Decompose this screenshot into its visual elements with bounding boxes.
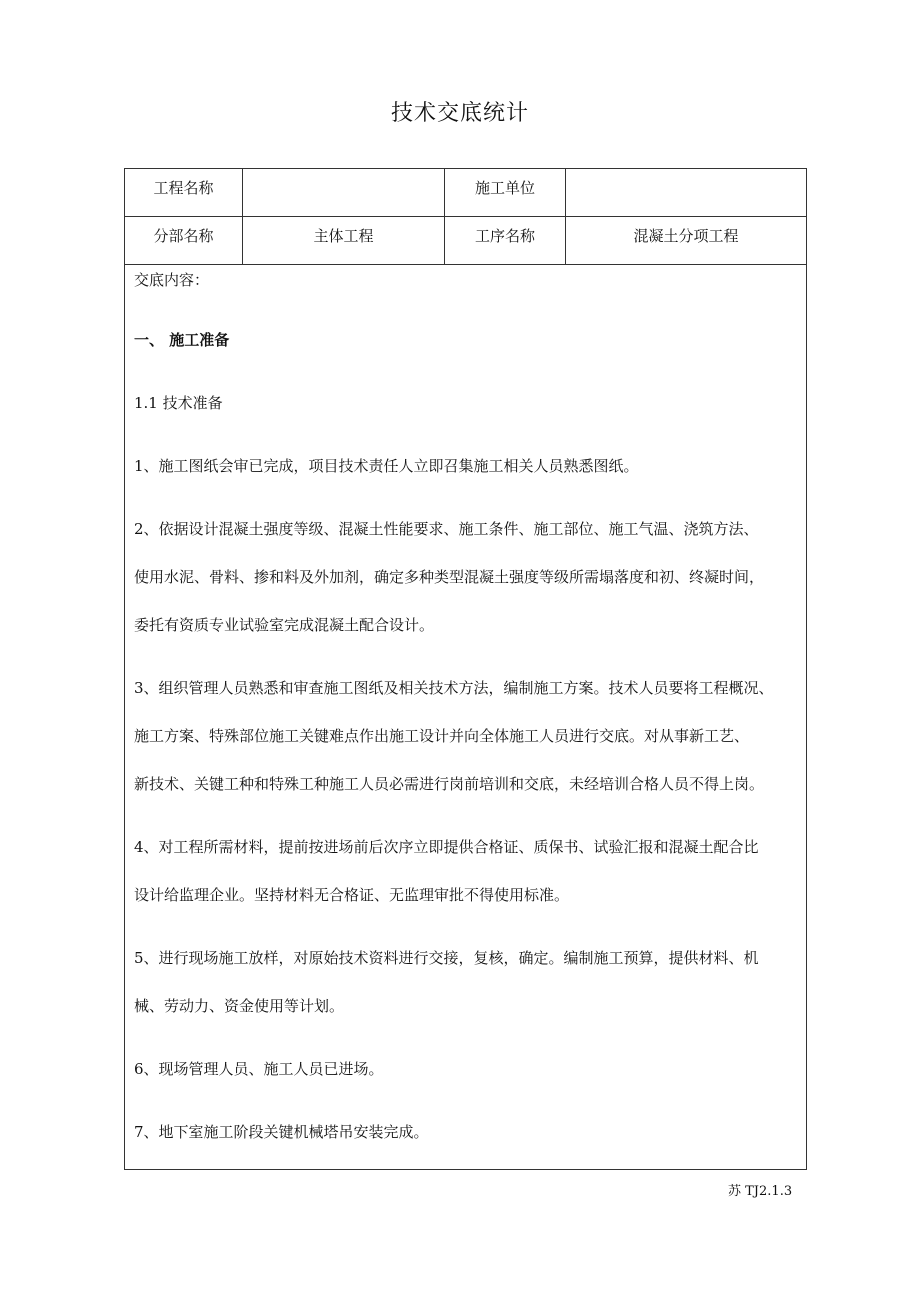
paragraph-3: [134, 673, 800, 800]
project-name-label: 工程名称: [125, 169, 243, 216]
header-row-2: [125, 217, 806, 265]
paragraph-1: [134, 451, 800, 482]
paragraph-5: [134, 943, 800, 1022]
paragraph-4: [134, 832, 800, 911]
header-row-1: [125, 169, 806, 217]
paragraph-line: 7、地下室施工阶段关键机械塔吊安装完成。: [134, 1123, 429, 1141]
disclosure-form: [124, 168, 807, 1170]
paragraph-line: 委托有资质专业试验室完成混凝土配合设计。: [134, 616, 435, 634]
form-code: 苏 TJ2.1.3: [728, 1184, 793, 1199]
section-heading: 一、 施工准备: [134, 331, 230, 349]
page-title: 技术交底统计: [390, 101, 529, 126]
paragraph-7: [134, 1117, 800, 1148]
paragraph-6: [134, 1054, 800, 1085]
content-label: 交底内容：: [134, 271, 210, 289]
subsection-heading: 1.1 技术准备: [134, 394, 223, 412]
division-value: 主体工程: [243, 217, 445, 264]
division-label: 分部名称: [125, 217, 243, 264]
paragraph-line: 设计给监理企业。坚持材料无合格证、无监理审批不得使用标准。: [134, 886, 570, 904]
paragraph-line: 使用水泥、骨料、掺和料及外加剂，确定多种类型混凝土强度等级所需塌落度和初、终凝时间，: [134, 568, 765, 586]
process-value: 混凝土分项工程: [633, 227, 739, 245]
paragraph-line: 6、现场管理人员、施工人员已进场。: [134, 1060, 384, 1078]
process-label: 工序名称: [445, 217, 566, 264]
construction-unit-value: [566, 169, 806, 216]
project-name-value: [243, 169, 445, 216]
paragraph-line: 4、对工程所需材料，提前按进场前后次序立即提供合格证、质保书、试验汇报和混凝土配合比: [134, 838, 759, 856]
paragraph-line: 3、组织管理人员熟悉和审查施工图纸及相关技术方法，编制施工方案。技术人员要将工程概况、: [134, 679, 774, 697]
construction-unit-label: 施工单位: [445, 169, 566, 216]
paragraph-line: 1、施工图纸会审已完成，项目技术责任人立即召集施工相关人员熟悉图纸。: [134, 457, 639, 475]
paragraph-2: [134, 514, 800, 641]
paragraph-line: 2、依据设计混凝土强度等级、混凝土性能要求、施工条件、施工部位、施工气温、浇筑方法、: [134, 520, 759, 538]
paragraph-line: 5、进行现场施工放样，对原始技术资料进行交接，复核，确定。编制施工预算，提供材料、机: [134, 949, 759, 967]
paragraph-line: 械、劳动力、资金使用等计划。: [134, 997, 345, 1015]
disclosure-content: [134, 265, 800, 1148]
paragraph-line: 新技术、关键工种和特殊工种施工人员必需进行岗前培训和交底，未经培训合格人员不得上岗。: [134, 775, 765, 793]
paragraph-line: 施工方案、特殊部位施工关键难点作出施工设计并向全体施工人员进行交底。对从事新工艺、: [134, 727, 750, 745]
